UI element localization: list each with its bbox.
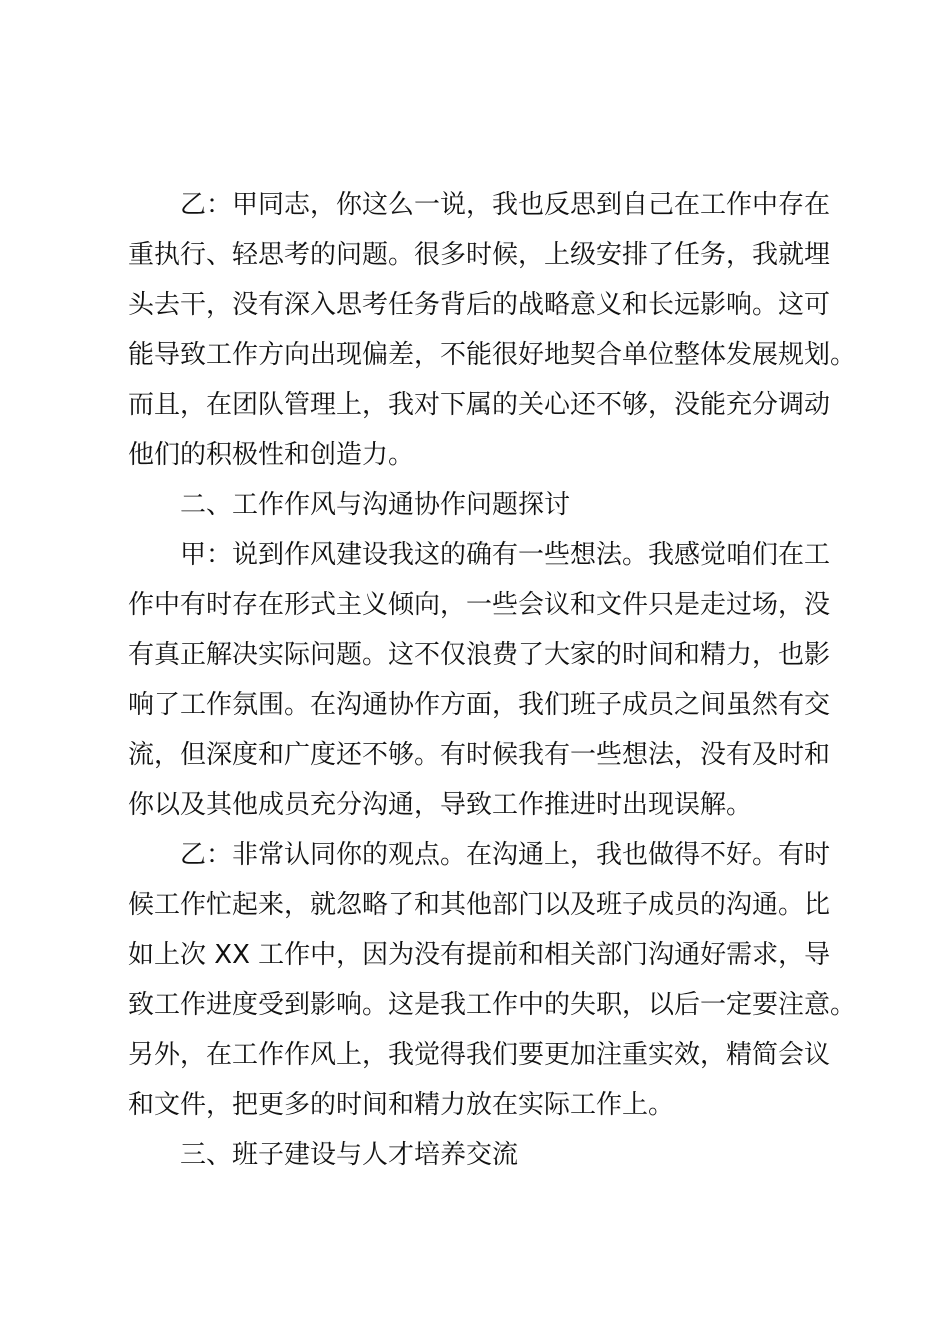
section-heading-text: 三、班子建设与人才培养交流: [180, 1140, 519, 1170]
section-heading-2: [128, 480, 846, 530]
paragraph-line: 头去干，没有深入思考任务背后的战略意义和长远影响。这可: [128, 290, 831, 320]
paragraph-line: 和文件，把更多的时间和精力放在实际工作上。: [128, 1090, 675, 1120]
paragraph-line: 重执行、轻思考的问题。很多时候，上级安排了任务，我就埋: [128, 240, 831, 270]
paragraph-jia-style: [128, 530, 846, 830]
paragraph-line: 作中有时存在形式主义倾向，一些会议和文件只是走过场，没: [128, 590, 831, 620]
paragraph-line: 而且，在团队管理上，我对下属的关心还不够，没能充分调动: [128, 390, 831, 420]
paragraph-line: 甲：说到作风建设我这的确有一些想法。我感觉咱们在工: [180, 540, 831, 570]
paragraph-line: 有真正解决实际问题。这不仅浪费了大家的时间和精力，也影: [128, 640, 831, 670]
section-heading-text: 二、工作作风与沟通协作问题探讨: [180, 490, 571, 520]
paragraph-yi-reflection: [128, 180, 857, 480]
paragraph-line: 你以及其他成员充分沟通，导致工作推进时出现误解。: [128, 790, 753, 820]
document-body: [128, 180, 857, 1180]
section-heading-3: [128, 1130, 846, 1180]
paragraph-line: 流，但深度和广度还不够。有时候我有一些想法，没有及时和: [128, 740, 831, 770]
paragraph-line: 乙：非常认同你的观点。在沟通上，我也做得不好。有时: [180, 840, 831, 870]
paragraph-line: 如上次 XX 工作中，因为没有提前和相关部门沟通好需求，导: [128, 940, 831, 970]
paragraph-yi-communication: [128, 830, 857, 1130]
paragraph-line: 候工作忙起来，就忽略了和其他部门以及班子成员的沟通。比: [128, 890, 831, 920]
paragraph-line: 他们的积极性和创造力。: [128, 440, 415, 470]
paragraph-line: 乙：甲同志，你这么一说，我也反思到自己在工作中存在: [180, 190, 831, 220]
paragraph-line: 能导致工作方向出现偏差，不能很好地契合单位整体发展规划。: [128, 340, 857, 370]
paragraph-line: 另外，在工作作风上，我觉得我们要更加注重实效，精简会议: [128, 1040, 831, 1070]
paragraph-line: 致工作进度受到影响。这是我工作中的失职，以后一定要注意。: [128, 990, 857, 1020]
paragraph-line: 响了工作氛围。在沟通协作方面，我们班子成员之间虽然有交: [128, 690, 831, 720]
